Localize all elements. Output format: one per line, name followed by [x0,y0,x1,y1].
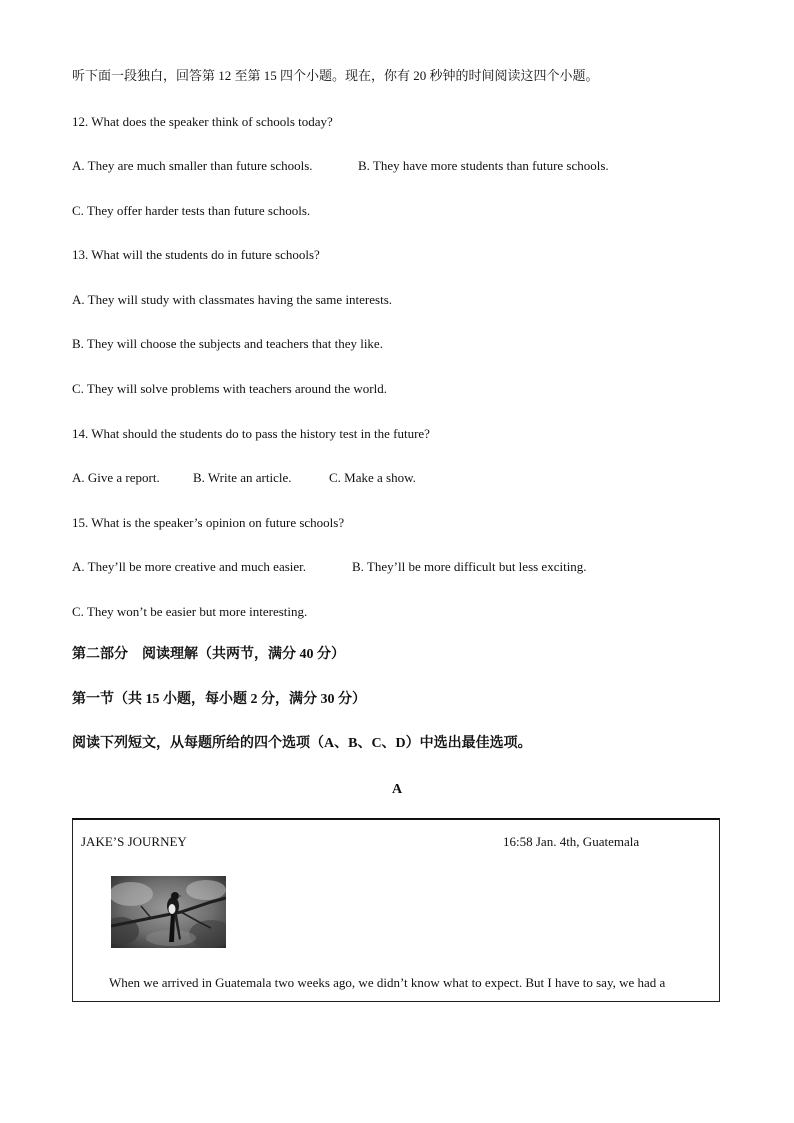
question-15-stem: 15. What is the speaker’s opinion on future schools? [72,515,345,530]
question-12-option-c: C. They offer harder tests than future schools. [72,203,311,218]
journey-timestamp: 16:58 Jan. 4th, Guatemala [503,834,640,849]
journey-title: JAKE’S JOURNEY [81,834,187,849]
question-13-option-c: C. They will solve problems with teachers around the world. [72,381,387,396]
passage-letter: A [391,782,403,797]
bird-photo [111,876,226,948]
question-12-option-a: A. They are much smaller than future schools. [72,158,313,173]
part2-heading: 第二部分 阅读理解（共两节，满分 40 分） [72,647,345,662]
question-13-option-b: B. They will choose the subjects and teachers that they like. [72,336,383,351]
question-13-option-a: A. They will study with classmates having the same interests. [72,292,393,307]
question-12-stem: 12. What does the speaker think of schools today? [72,114,333,129]
question-12-option-b: B. They have more students than future schools. [358,158,609,173]
question-13-stem: 13. What will the students do in future schools? [72,247,320,262]
journey-first-line: When we arrived in Guatemala two weeks ago, we didn’t know what to expect. But I have to say, we had a [109,975,666,990]
question-15-option-b: B. They’ll be more difficult but less exciting. [352,559,587,574]
question-15-option-c: C. They won’t be easier but more interesting. [72,604,308,619]
section1-heading: 第一节（共 15 小题，每小题 2 分，满分 30 分） [72,692,366,707]
question-14-stem: 14. What should the students do to pass the history test in the future? [72,426,430,441]
journey-blog-box [72,818,720,1002]
question-14-option-a: A. Give a report. [72,470,160,485]
listening-instructions: 听下面一段独白，回答第 12 至第 15 四个小题。现在，你有 20 秒钟的时间阅读这四个小题。 [72,68,599,83]
question-14-option-c: C. Make a show. [329,470,416,485]
question-14-option-b: B. Write an article. [193,470,292,485]
question-15-option-a: A. They’ll be more creative and much easier. [72,559,307,574]
reading-directions: 阅读下列短文，从每题所给的四个选项（A、B、C、D）中选出最佳选项。 [72,736,532,751]
